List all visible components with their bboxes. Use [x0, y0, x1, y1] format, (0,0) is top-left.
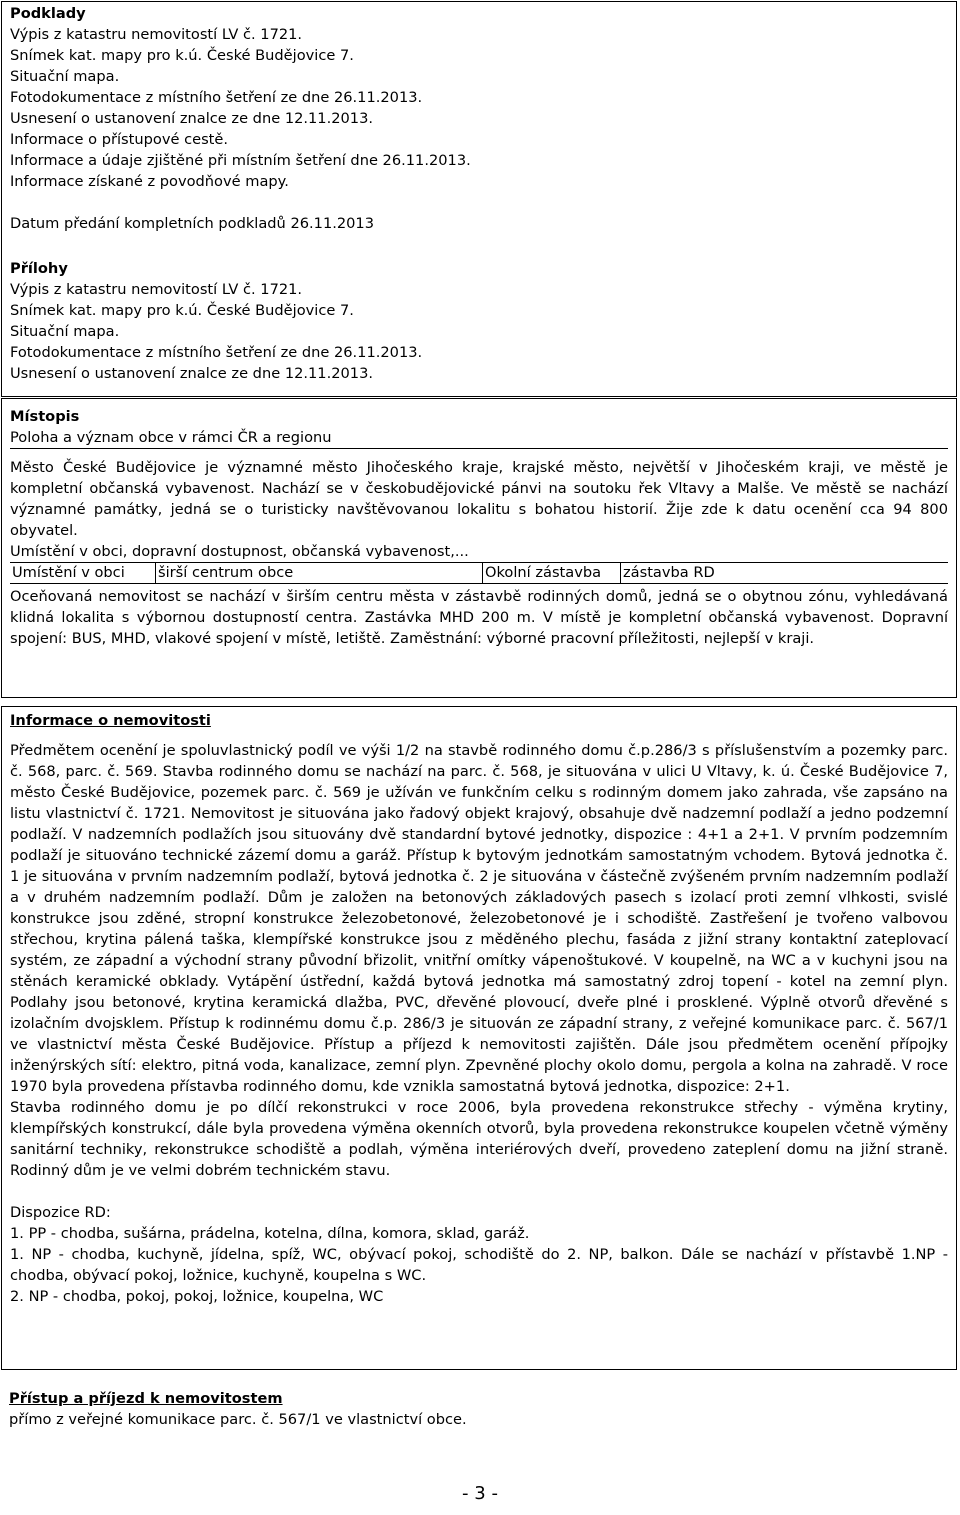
mistopis-box	[1, 398, 957, 698]
podklady-item: Fotodokumentace z místního šetření ze dne 26.11.2013.	[10, 89, 423, 106]
pristup-heading: Přístup a příjezd k nemovitostem	[9, 1390, 283, 1407]
location-paragraph: Oceňovaná nemovitost se nachází v širším centru města v zástavbě rodinných domů, jedná se o obytnou zónu, vyhledávaná klidná lokalita s výbornou dostupností centra. Zastávka MHD 200 m. V místě je kompletní občanská vybavenost. Dopravní spojení: BUS, MHD, vlakové spojení v místě, letiště. Zaměstnání: výborné pracovní příležitosti, nejlepší v kraji.	[10, 588, 948, 647]
surrounding-label: Okolní zástavba	[483, 563, 621, 584]
dispozice-item: 1. PP - chodba, sušárna, prádelna, kotelna, dílna, komora, sklad, garáž.	[10, 1225, 530, 1242]
informace-box	[1, 706, 957, 1370]
podklady-item: Výpis z katastru nemovitostí LV č. 1721.	[10, 26, 303, 43]
table-row	[10, 563, 948, 584]
location-table	[10, 563, 948, 584]
location-heading: Umístění v obci, dopravní dostupnost, občanská vybavenost,...	[10, 541, 948, 563]
mistopis-subheading: Poloha a význam obce v rámci ČR a regionu	[10, 427, 948, 449]
informace-section	[10, 710, 948, 1307]
prilohy-item: Situační mapa.	[10, 323, 120, 340]
podklady-item: Situační mapa.	[10, 68, 120, 85]
dispozice-heading: Dispozice RD:	[10, 1204, 111, 1221]
dispozice-item: 2. NP - chodba, pokoj, pokoj, ložnice, koupelna, WC	[10, 1288, 384, 1305]
pristup-text: přímo z veřejné komunikace parc. č. 567/1 ve vlastnictví obce.	[9, 1411, 467, 1428]
location-value: širší centrum obce	[156, 563, 483, 584]
pristup-section	[9, 1388, 954, 1430]
informace-paragraph: Předmětem ocenění je spoluvlastnický podíl ve výši 1/2 na stavbě rodinného domu č.p.286/3 s příslušenstvím a pozemky parc. č. 568, parc. č. 569. Stavba rodinného domu se nachází na parc. č. 568, je situována v ulici U Vltavy, k. ú. České Budějovice 7, město České Budějovice, pozemek parc. č. 569 je užíván ve funkčním celku s rodinným domem jako zahrada, vše zapsáno na listu vlastnictví č. 1721. Nemovitost je situována jako řadový objekt krajový, obsahuje dvě nadzemní podlaží a jedno podzemní podlaží. V nadzemních podlažích jsou situovány dvě standardní bytové jednotky, dispozice : 4+1 a 2+1. V prvním podzemním podlaží je situováno technické zázemí domu a garáž. Přístup k bytovým jednotkám samostatným vchodem. Bytová jednotka č. 1 je situována v prvním nadzemním podlaží, bytová jednotka č. 2 je situována v částečně zvýšeném prvním nadzemním podlaží a v druhém nadzemním podlaží. Dům je založen na betonových základových pasech s izolací proti zemní vlhkosti, svislé konstrukce jsou zděné, stropní konstrukce železobetonové, železobetonové je i schodiště. Zastřešení je tvořeno valbovou střechou, krytina pálená taška, klempířské konstrukce jsou z měděného plechu, fasáda z jižní strany kontaktní zateplovací systém, ze západní a východní strany původní břizolit, vnitřní omítky vápenoštukové. V koupelně, na WC a v kuchyni jsou na stěnách keramické obklady. Vytápění ústřední, každá bytová jednotka má samostatný zdroj topení - kotel na zemní plyn. Podlahy jsou betonové, krytina keramická dlažba, PVC, dřevěné plovoucí, dveře plné i prosklené. Výplně otvorů dřevěné s izolačním dvojsklem. Přístup k rodinnému domu č.p. 286/3 je situován ze západní strany, z veřejné komunikace parc. č. 567/1 ve vlastnictví města České Budějovice. Přístup a příjezd k nemovitosti zajištěn. Dále jsou předmětem ocenění přípojky inženýrských sítí: elektro, pitná voda, kanalizace, zemní plyn. Zpevněné plochy okolo domu, pergola a kolna na zahradě. V roce 1970 byla provedena přístavba rodinného domu, kde vznikla samostatná bytová jednotka, dispozice: 2+1.	[10, 742, 948, 1095]
prilohy-item: Usnesení o ustanovení znalce ze dne 12.11.2013.	[10, 365, 374, 382]
informace-paragraph: Stavba rodinného domu je po dílčí rekonstrukci v roce 2006, byla provedena rekonstrukce střechy - výměna krytiny, klempířských konstrukcí, dále byla provedena výměna okenních otvorů, byla provedena rekonstrukce koupelen včetně výměny sanitární techniky, rekonstrukce schodiště a podlah, výměna interiérových dveří, provedeno zateplení domu na jižní straně. Rodinný dům je ve velmi dobrém technickém stavu.	[10, 1099, 948, 1179]
mistopis-paragraph: Město České Budějovice je významné město Jihočeského kraje, krajské město, největší v Jihočeském kraji, ve městě je kompletní občanská vybavenost. Nachází se v českobudějovické pánvi na soutoku řek Vltavy a Malše. Ve městě se nachází významné památky, jedná se o turisticky navštěvovanou lokalitu s bohatou historií. Žije zde k datu ocenění cca 94 800 obyvatel.	[10, 459, 948, 539]
podklady-item: Informace získané z povodňové mapy.	[10, 173, 289, 190]
podklady-section	[10, 3, 948, 234]
dispozice-item: 1. NP - chodba, kuchyně, jídelna, spíž, WC, obývací pokoj, schodiště do 2. NP, balkon. Dále se nachází v přístavbě 1.NP - chodba, obývací pokoj, ložnice, kuchyně, koupelna s WC.	[10, 1246, 948, 1284]
surrounding-value: zástavba RD	[621, 563, 949, 584]
prilohy-item: Fotodokumentace z místního šetření ze dne 26.11.2013.	[10, 344, 423, 361]
podklady-item: Usnesení o ustanovení znalce ze dne 12.11.2013.	[10, 110, 374, 127]
page-number: - 3 -	[462, 1483, 498, 1504]
prilohy-section	[10, 258, 948, 384]
podklady-item: Snímek kat. mapy pro k.ú. České Budějovice 7.	[10, 47, 354, 64]
handover-date: Datum předání kompletních podkladů 26.11.2013	[10, 215, 375, 232]
podklady-prilohy-box	[1, 1, 957, 397]
location-label: Umístění v obci	[10, 563, 156, 584]
prilohy-item: Snímek kat. mapy pro k.ú. České Budějovice 7.	[10, 302, 354, 319]
podklady-item: Informace a údaje zjištěné při místním šetření dne 26.11.2013.	[10, 152, 471, 169]
mistopis-section	[10, 406, 948, 649]
informace-heading: Informace o nemovitosti	[10, 712, 211, 729]
prilohy-heading: Přílohy	[10, 260, 68, 277]
podklady-item: Informace o přístupové cestě.	[10, 131, 229, 148]
prilohy-item: Výpis z katastru nemovitostí LV č. 1721.	[10, 281, 303, 298]
podklady-heading: Podklady	[10, 5, 86, 22]
mistopis-heading: Místopis	[10, 408, 80, 425]
